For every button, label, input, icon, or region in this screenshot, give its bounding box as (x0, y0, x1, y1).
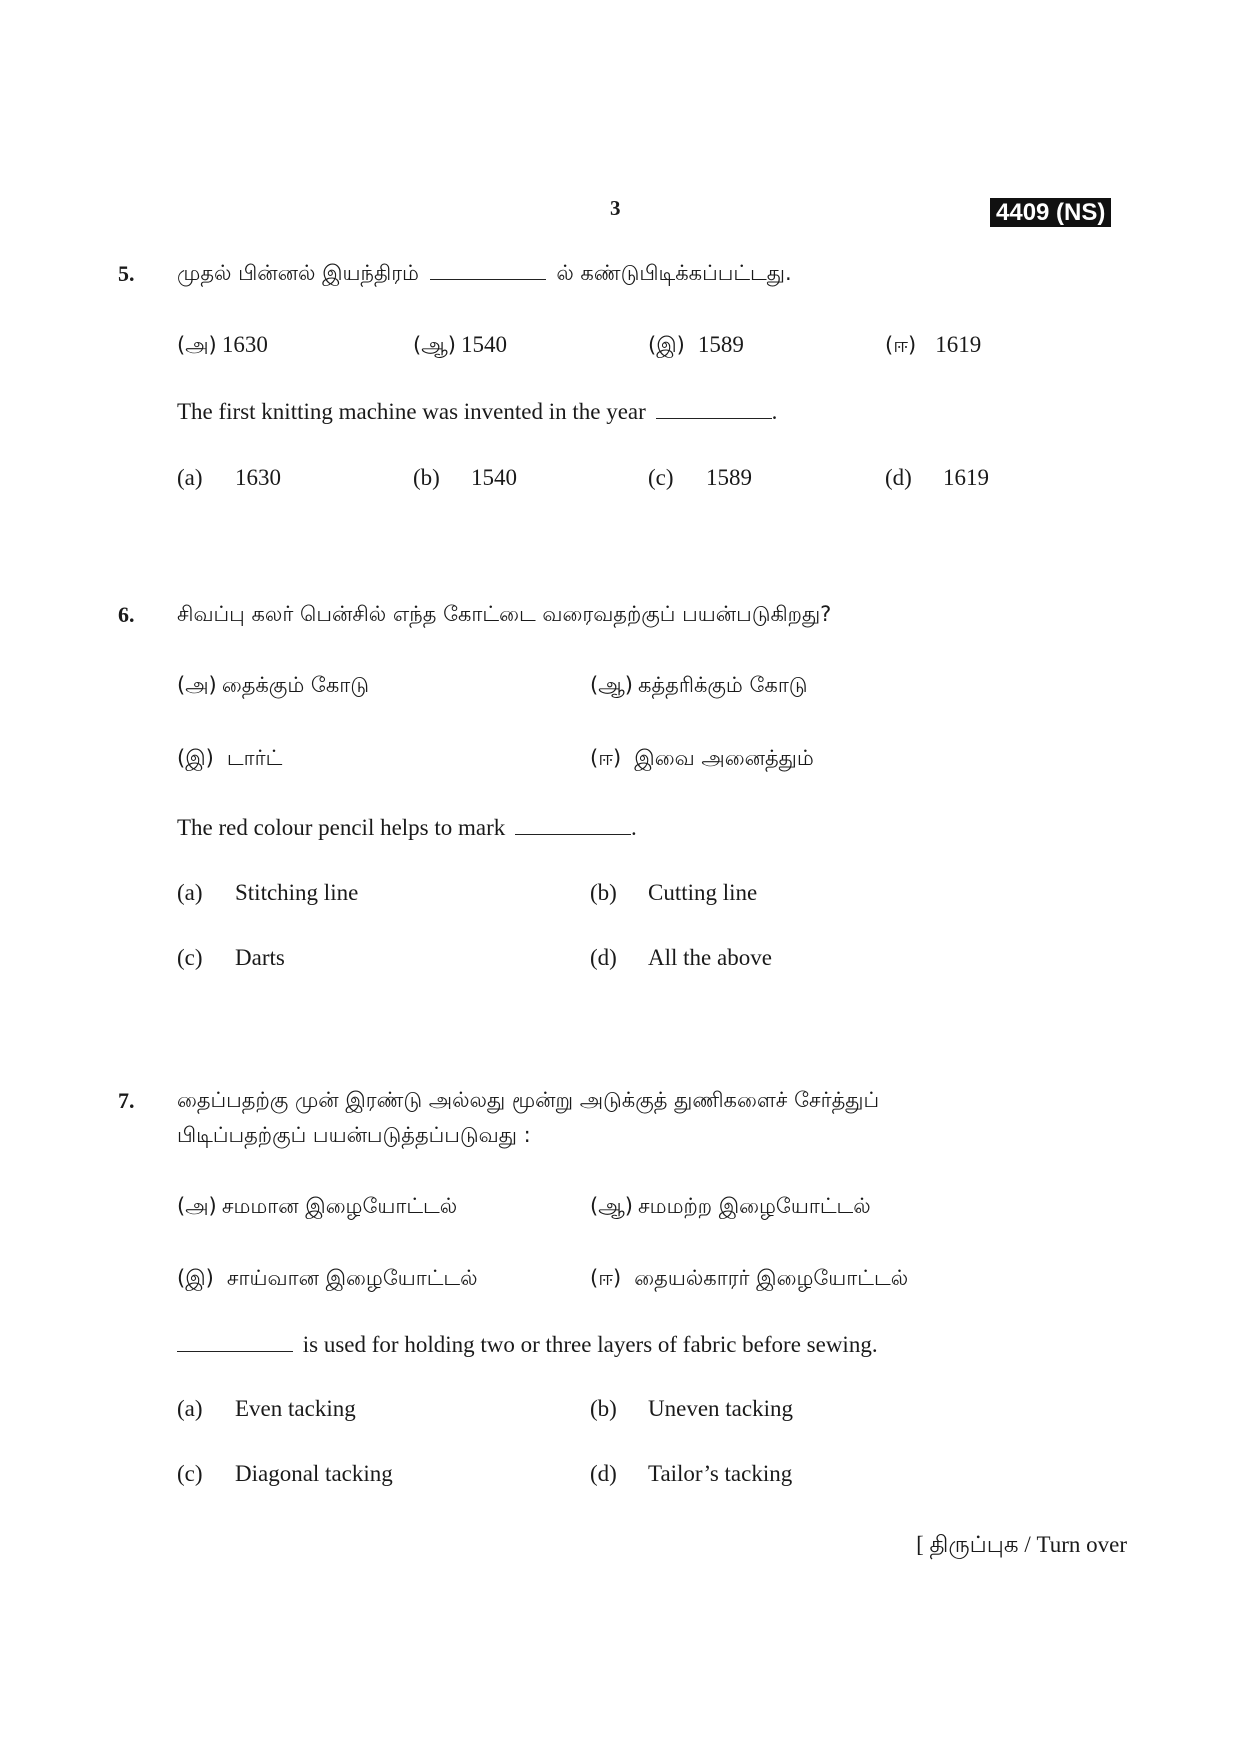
option-en-b (413, 465, 517, 491)
option-label: (a) (177, 880, 203, 905)
question-text-tamil (177, 261, 792, 288)
option-ta-a (177, 332, 268, 360)
turn-over-note: [ திருப்புக / Turn over (916, 1532, 1127, 1557)
option-label: (அ) (177, 673, 217, 697)
option-text: Tailor’s tacking (648, 1461, 793, 1486)
option-text: சமமான இழையோட்டல் (221, 1194, 458, 1218)
question-number: 7. (118, 1088, 135, 1113)
question-text-tamil-line-1: தைப்பதற்கு முன் இரண்டு அல்லது மூன்று அடுக்குத் துணிகளைச் சேர்த்துப் (177, 1088, 880, 1112)
question-text-tamil-line-2: பிடிப்பதற்குப் பயன்படுத்தப்படுவது : (177, 1123, 531, 1147)
option-text: Cutting line (648, 880, 758, 905)
question-text-english (177, 1332, 878, 1358)
option-ta-b (590, 673, 808, 700)
option-label: (c) (177, 945, 203, 970)
question-text-part: ல் கண்டுபிடிக்கப்பட்டது. (556, 261, 792, 285)
question-text-part: . (771, 399, 778, 424)
option-en-d (590, 1461, 793, 1487)
question-text-part: is used for holding two or three layers of fabric before sewing. (302, 1332, 878, 1357)
question-number: 5. (118, 261, 135, 286)
option-text: All the above (648, 945, 772, 970)
option-ta-b (590, 1194, 871, 1221)
option-ta-b (413, 332, 507, 360)
question-text-english (177, 399, 777, 425)
question-number: 6. (118, 602, 135, 627)
option-en-c (648, 465, 752, 491)
question-text-part: The red colour pencil helps to mark (177, 815, 506, 840)
question-text-part: முதல் பின்னல் இயந்திரம் (177, 261, 419, 285)
option-label: (a) (177, 1396, 203, 1421)
option-label: (இ) (177, 1266, 214, 1290)
option-ta-c (177, 746, 282, 773)
option-label: (ஈ) (885, 333, 917, 357)
option-en-b (590, 880, 758, 906)
question-text-part: . (631, 815, 637, 840)
option-text: 1589 (697, 332, 744, 357)
question-text-english (177, 815, 637, 841)
option-label: (ஈ) (590, 746, 622, 770)
option-ta-c (648, 332, 744, 360)
option-label: (ஈ) (590, 1266, 622, 1290)
option-label: (d) (590, 945, 617, 970)
option-label: (c) (177, 1461, 203, 1486)
option-ta-d (590, 1266, 908, 1293)
paper-code: 4409 (NS) (990, 198, 1111, 227)
option-label: (அ) (177, 1194, 217, 1218)
option-text: Stitching line (235, 880, 359, 905)
option-text: 1630 (221, 332, 268, 357)
option-text: Even tacking (235, 1396, 356, 1421)
option-en-a (177, 1396, 356, 1422)
option-label: (a) (177, 465, 203, 490)
option-en-d (885, 465, 989, 491)
option-label: (ஆ) (590, 673, 633, 697)
option-text: Darts (235, 945, 285, 970)
option-text: Uneven tacking (648, 1396, 793, 1421)
option-ta-a (177, 673, 369, 700)
option-label: (அ) (177, 333, 217, 357)
answer-blank (430, 279, 546, 280)
option-en-c (177, 1461, 393, 1487)
option-text: 1619 (935, 332, 982, 357)
option-text: டார்ட் (226, 746, 283, 770)
option-text: Diagonal tacking (235, 1461, 393, 1486)
option-label: (b) (590, 1396, 617, 1421)
option-en-b (590, 1396, 793, 1422)
option-label: (d) (590, 1461, 617, 1486)
option-label: (b) (413, 465, 440, 490)
option-label: (ஆ) (413, 333, 456, 357)
option-ta-d (885, 332, 981, 360)
option-text: 1589 (706, 465, 752, 490)
option-en-d (590, 945, 772, 971)
option-label: (d) (885, 465, 912, 490)
option-en-c (177, 945, 285, 971)
option-ta-a (177, 1194, 457, 1221)
answer-blank (515, 834, 631, 835)
option-text: தைக்கும் கோடு (221, 673, 369, 697)
answer-blank (656, 418, 772, 419)
answer-blank (177, 1351, 293, 1352)
option-text: இவை அனைத்தும் (634, 746, 814, 770)
question-text-tamil: சிவப்பு கலர் பென்சில் எந்த கோட்டை வரைவதற்குப் பயன்படுகிறது? (177, 602, 832, 626)
option-label: (b) (590, 880, 617, 905)
page-number: 3 (610, 196, 621, 220)
option-text: சமமற்ற இழையோட்டல் (638, 1194, 871, 1218)
option-en-a (177, 465, 281, 491)
option-label: (c) (648, 465, 674, 490)
option-label: (ஆ) (590, 1194, 633, 1218)
option-label: (இ) (177, 746, 214, 770)
option-ta-d (590, 746, 814, 773)
option-label: (இ) (648, 333, 685, 357)
option-text: 1540 (471, 465, 517, 490)
option-text: கத்தரிக்கும் கோடு (638, 673, 808, 697)
option-text: சாய்வான இழையோட்டல் (226, 1266, 478, 1290)
option-text: 1630 (235, 465, 281, 490)
option-text: 1619 (943, 465, 989, 490)
question-text-part: The first knitting machine was invented in the year (177, 399, 646, 424)
option-ta-c (177, 1266, 478, 1293)
option-en-a (177, 880, 359, 906)
option-text: தையல்காரர் இழையோட்டல் (634, 1266, 909, 1290)
option-text: 1540 (461, 332, 508, 357)
